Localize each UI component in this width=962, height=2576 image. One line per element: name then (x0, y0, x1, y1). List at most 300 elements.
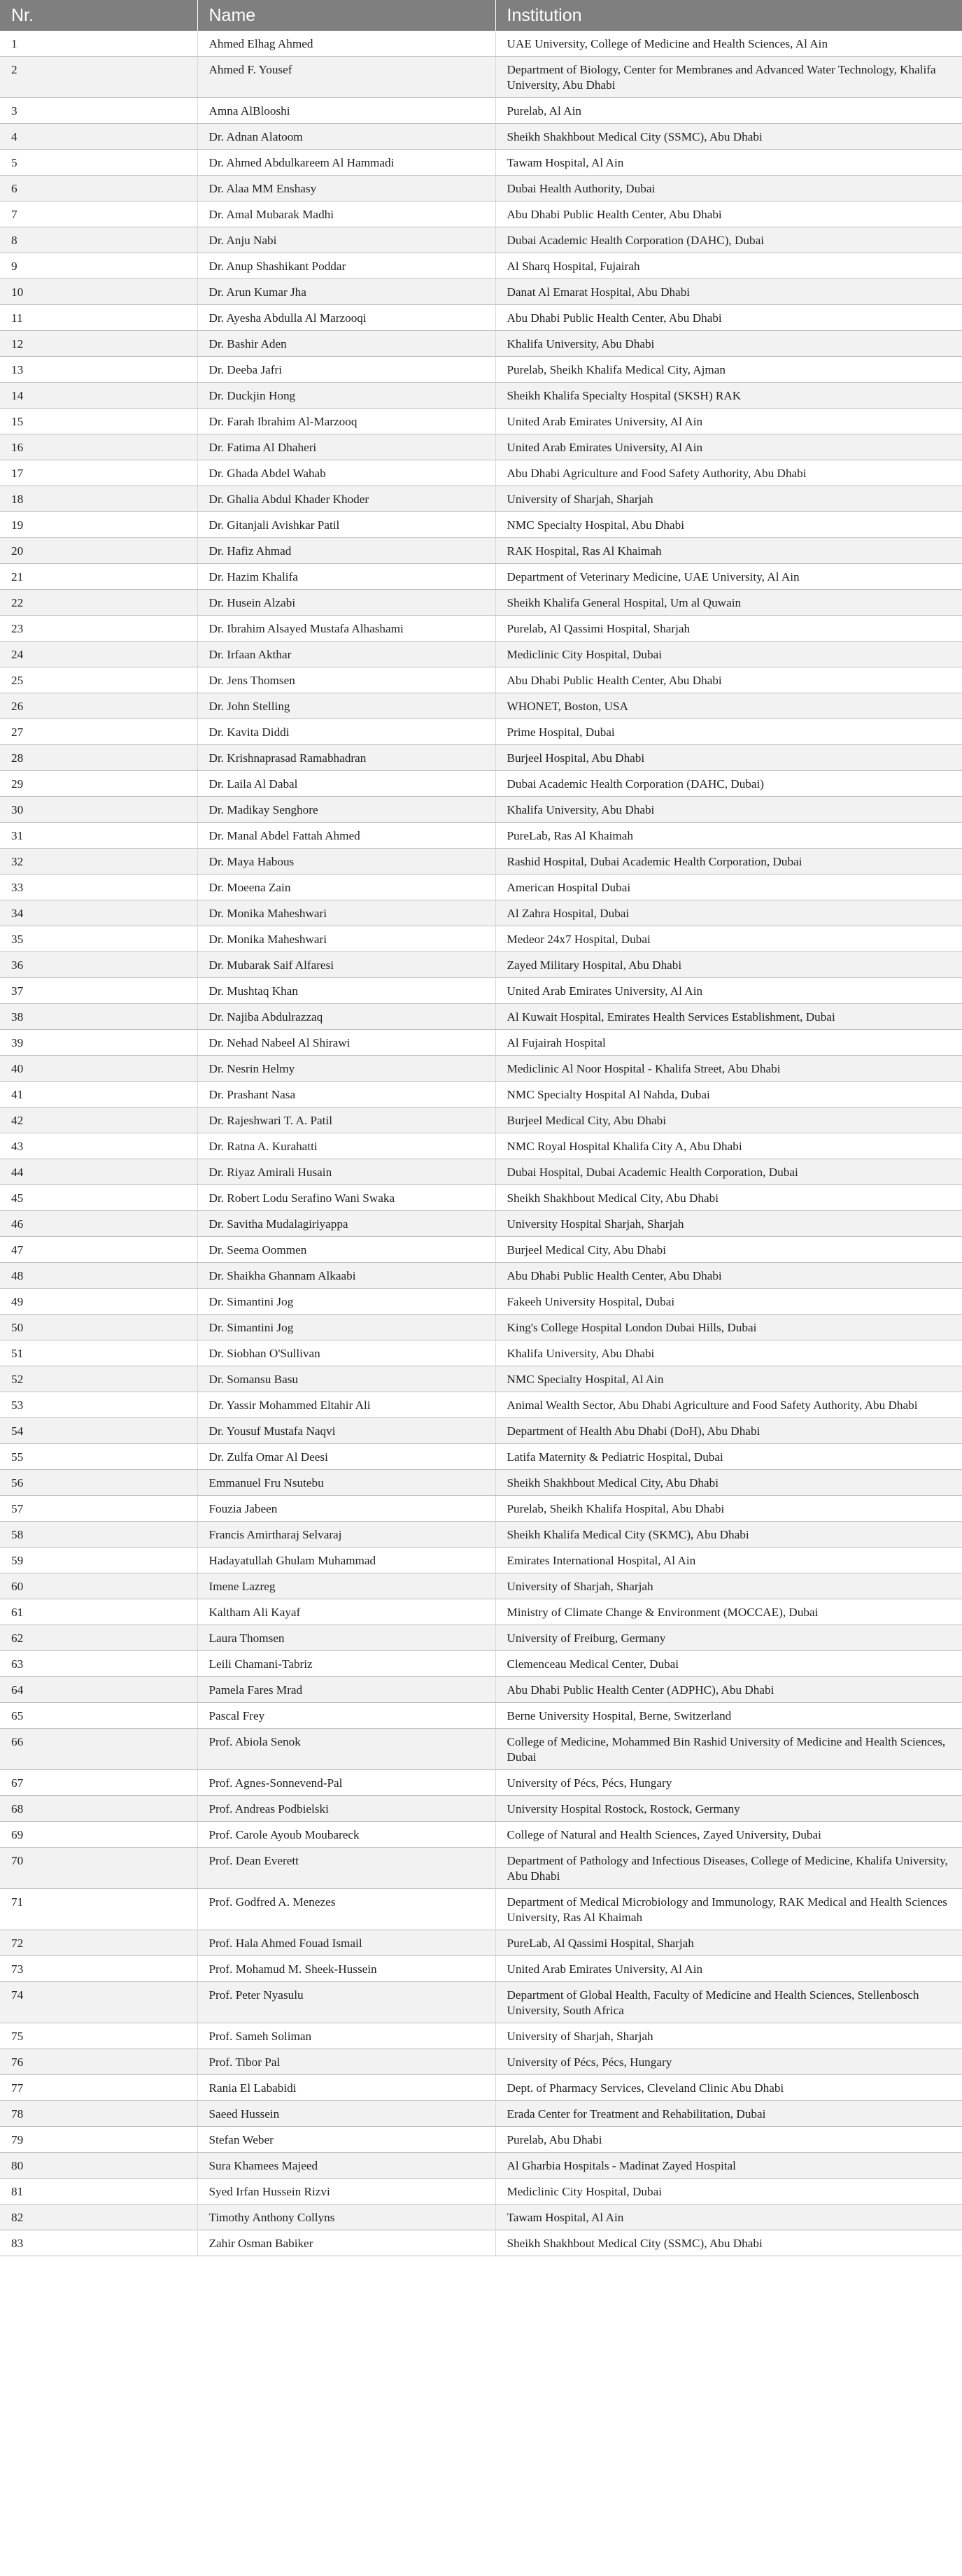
cell-nr: 55 (0, 1444, 197, 1470)
cell-name: Dr. Gitanjali Avishkar Patil (197, 512, 495, 538)
cell-name: Imene Lazreg (197, 1573, 495, 1599)
cell-institution: NMC Specialty Hospital, Al Ain (495, 1366, 962, 1392)
cell-name: Dr. Anup Shashikant Poddar (197, 253, 495, 279)
cell-institution: Purelab, Abu Dhabi (495, 2127, 962, 2153)
cell-name: Dr. Husein Alzabi (197, 590, 495, 616)
cell-nr: 80 (0, 2153, 197, 2179)
cell-nr: 19 (0, 512, 197, 538)
cell-institution: Fakeeh University Hospital, Dubai (495, 1289, 962, 1315)
table-row (0, 305, 962, 331)
cell-nr: 14 (0, 383, 197, 409)
cell-institution: Sheikh Khalifa Medical City (SKMC), Abu Dhabi (495, 1522, 962, 1548)
table-row (0, 253, 962, 279)
header-name: Name (197, 0, 495, 31)
cell-institution: Rashid Hospital, Dubai Academic Health Corporation, Dubai (495, 849, 962, 875)
cell-institution: Department of Biology, Center for Membranes and Advanced Water Technology, Khalifa University, Abu Dhabi (495, 57, 962, 98)
cell-name: Dr. Shaikha Ghannam Alkaabi (197, 1263, 495, 1289)
cell-institution: Abu Dhabi Public Health Center, Abu Dhabi (495, 305, 962, 331)
cell-name: Dr. Adnan Alatoom (197, 124, 495, 150)
table-row (0, 1573, 962, 1599)
table-row (0, 2153, 962, 2179)
cell-institution: NMC Royal Hospital Khalifa City A, Abu Dhabi (495, 1133, 962, 1159)
table-row (0, 1522, 962, 1548)
cell-institution: Dubai Health Authority, Dubai (495, 176, 962, 201)
table-row (0, 201, 962, 227)
cell-institution: Khalifa University, Abu Dhabi (495, 331, 962, 357)
cell-nr: 57 (0, 1496, 197, 1522)
cell-institution: Al Fujairah Hospital (495, 1030, 962, 1056)
table-row (0, 279, 962, 305)
cell-institution: University of Pécs, Pécs, Hungary (495, 2049, 962, 2075)
table-row (0, 1185, 962, 1211)
cell-nr: 32 (0, 849, 197, 875)
cell-name: Dr. Madikay Senghore (197, 797, 495, 823)
cell-nr: 59 (0, 1548, 197, 1573)
table-row (0, 150, 962, 176)
cell-nr: 27 (0, 719, 197, 745)
cell-nr: 66 (0, 1729, 197, 1770)
cell-name: Dr. Hafiz Ahmad (197, 538, 495, 564)
cell-nr: 8 (0, 227, 197, 253)
cell-nr: 12 (0, 331, 197, 357)
cell-institution: Department of Veterinary Medicine, UAE University, Al Ain (495, 564, 962, 590)
cell-institution: Burjeel Hospital, Abu Dhabi (495, 745, 962, 771)
table-row (0, 1470, 962, 1496)
table-row (0, 1496, 962, 1522)
table-row (0, 1889, 962, 1930)
table-row (0, 1930, 962, 1956)
cell-institution: Khalifa University, Abu Dhabi (495, 1340, 962, 1366)
cell-institution: Danat Al Emarat Hospital, Abu Dhabi (495, 279, 962, 305)
cell-institution: Mediclinic City Hospital, Dubai (495, 2179, 962, 2205)
cell-name: Dr. Nesrin Helmy (197, 1056, 495, 1082)
cell-nr: 48 (0, 1263, 197, 1289)
cell-name: Dr. Deeba Jafri (197, 357, 495, 383)
cell-name: Emmanuel Fru Nsutebu (197, 1470, 495, 1496)
cell-nr: 36 (0, 952, 197, 978)
table-row (0, 227, 962, 253)
cell-nr: 4 (0, 124, 197, 150)
cell-institution: United Arab Emirates University, Al Ain (495, 978, 962, 1004)
cell-institution: UAE University, College of Medicine and Health Sciences, Al Ain (495, 31, 962, 57)
table-row (0, 900, 962, 926)
cell-institution: Abu Dhabi Public Health Center, Abu Dhabi (495, 667, 962, 693)
cell-name: Dr. Siobhan O'Sullivan (197, 1340, 495, 1366)
cell-institution: Mediclinic Al Noor Hospital - Khalifa Street, Abu Dhabi (495, 1056, 962, 1082)
cell-name: Dr. Ghada Abdel Wahab (197, 460, 495, 486)
cell-name: Dr. Farah Ibrahim Al-Marzooq (197, 409, 495, 434)
table-row (0, 1133, 962, 1159)
cell-nr: 3 (0, 98, 197, 124)
cell-nr: 56 (0, 1470, 197, 1496)
table-row (0, 1340, 962, 1366)
cell-nr: 67 (0, 1770, 197, 1796)
table-row (0, 1159, 962, 1185)
table-row (0, 1729, 962, 1770)
table-row (0, 2101, 962, 2127)
cell-name: Dr. Kavita Diddi (197, 719, 495, 745)
cell-nr: 30 (0, 797, 197, 823)
table-row (0, 538, 962, 564)
cell-institution: Ministry of Climate Change & Environment (MOCCAE), Dubai (495, 1599, 962, 1625)
table-row (0, 2075, 962, 2101)
table-row (0, 434, 962, 460)
cell-nr: 82 (0, 2205, 197, 2230)
cell-name: Prof. Mohamud M. Sheek-Hussein (197, 1956, 495, 1982)
cell-institution: King's College Hospital London Dubai Hills, Dubai (495, 1315, 962, 1340)
table-row (0, 952, 962, 978)
cell-name: Prof. Carole Ayoub Moubareck (197, 1822, 495, 1848)
table-row (0, 1599, 962, 1625)
cell-name: Pamela Fares Mrad (197, 1677, 495, 1703)
cell-name: Dr. Duckjin Hong (197, 383, 495, 409)
table-row (0, 2127, 962, 2153)
cell-name: Syed Irfan Hussein Rizvi (197, 2179, 495, 2205)
cell-institution: Emirates International Hospital, Al Ain (495, 1548, 962, 1573)
cell-institution: Dubai Academic Health Corporation (DAHC), Dubai (495, 227, 962, 253)
cell-institution: Sheikh Shakhbout Medical City, Abu Dhabi (495, 1185, 962, 1211)
table-row (0, 1315, 962, 1340)
cell-institution: Al Gharbia Hospitals - Madinat Zayed Hospital (495, 2153, 962, 2179)
cell-name: Dr. Jens Thomsen (197, 667, 495, 693)
cell-nr: 61 (0, 1599, 197, 1625)
cell-institution: Abu Dhabi Public Health Center (ADPHC), Abu Dhabi (495, 1677, 962, 1703)
cell-name: Dr. Mubarak Saif Alfaresi (197, 952, 495, 978)
cell-name: Dr. Yousuf Mustafa Naqvi (197, 1418, 495, 1444)
cell-nr: 7 (0, 201, 197, 227)
cell-institution: United Arab Emirates University, Al Ain (495, 1956, 962, 1982)
cell-nr: 63 (0, 1651, 197, 1677)
cell-nr: 72 (0, 1930, 197, 1956)
table-row (0, 1082, 962, 1107)
table-row (0, 357, 962, 383)
cell-nr: 20 (0, 538, 197, 564)
cell-institution: College of Medicine, Mohammed Bin Rashid University of Medicine and Health Sciences, Dubai (495, 1729, 962, 1770)
table-row (0, 2023, 962, 2049)
table-row (0, 176, 962, 201)
cell-nr: 46 (0, 1211, 197, 1237)
cell-name: Dr. Fatima Al Dhaheri (197, 434, 495, 460)
cell-institution: Purelab, Al Qassimi Hospital, Sharjah (495, 616, 962, 642)
cell-name: Prof. Peter Nyasulu (197, 1982, 495, 2023)
cell-institution: Abu Dhabi Public Health Center, Abu Dhabi (495, 1263, 962, 1289)
cell-nr: 17 (0, 460, 197, 486)
cell-name: Saeed Hussein (197, 2101, 495, 2127)
cell-name: Prof. Hala Ahmed Fouad Ismail (197, 1930, 495, 1956)
cell-name: Kaltham Ali Kayaf (197, 1599, 495, 1625)
cell-institution: University Hospital Rostock, Rostock, Germany (495, 1796, 962, 1822)
cell-institution: Department of Health Abu Dhabi (DoH), Abu Dhabi (495, 1418, 962, 1444)
table-row (0, 1848, 962, 1889)
cell-name: Ahmed F. Yousef (197, 57, 495, 98)
cell-institution: University of Sharjah, Sharjah (495, 2023, 962, 2049)
cell-institution: Dubai Academic Health Corporation (DAHC, Dubai) (495, 771, 962, 797)
cell-name: Dr. Ayesha Abdulla Al Marzooqi (197, 305, 495, 331)
table-row (0, 1548, 962, 1573)
table-row (0, 719, 962, 745)
cell-institution: Department of Global Health, Faculty of Medicine and Health Sciences, Stellenbosch University, South Africa (495, 1982, 962, 2023)
cell-nr: 25 (0, 667, 197, 693)
table-row (0, 486, 962, 512)
table-body (0, 31, 962, 2256)
cell-nr: 18 (0, 486, 197, 512)
cell-nr: 5 (0, 150, 197, 176)
cell-institution: Latifa Maternity & Pediatric Hospital, Dubai (495, 1444, 962, 1470)
cell-nr: 70 (0, 1848, 197, 1889)
cell-nr: 29 (0, 771, 197, 797)
cell-name: Dr. John Stelling (197, 693, 495, 719)
cell-nr: 38 (0, 1004, 197, 1030)
cell-institution: United Arab Emirates University, Al Ain (495, 434, 962, 460)
table-row (0, 1770, 962, 1796)
cell-name: Dr. Prashant Nasa (197, 1082, 495, 1107)
table-row (0, 616, 962, 642)
table-row (0, 98, 962, 124)
cell-name: Pascal Frey (197, 1703, 495, 1729)
table-row (0, 1211, 962, 1237)
cell-nr: 33 (0, 875, 197, 900)
table-row (0, 590, 962, 616)
cell-institution: University of Sharjah, Sharjah (495, 1573, 962, 1599)
table-row (0, 797, 962, 823)
cell-name: Prof. Godfred A. Menezes (197, 1889, 495, 1930)
cell-name: Francis Amirtharaj Selvaraj (197, 1522, 495, 1548)
cell-name: Sura Khamees Majeed (197, 2153, 495, 2179)
cell-name: Dr. Najiba Abdulrazzaq (197, 1004, 495, 1030)
table-row (0, 693, 962, 719)
cell-nr: 47 (0, 1237, 197, 1263)
cell-name: Fouzia Jabeen (197, 1496, 495, 1522)
cell-nr: 1 (0, 31, 197, 57)
table-row (0, 1956, 962, 1982)
cell-nr: 23 (0, 616, 197, 642)
cell-nr: 62 (0, 1625, 197, 1651)
cell-name: Dr. Hazim Khalifa (197, 564, 495, 590)
cell-name: Dr. Moeena Zain (197, 875, 495, 900)
table-row (0, 1982, 962, 2023)
table-row (0, 1392, 962, 1418)
cell-name: Dr. Arun Kumar Jha (197, 279, 495, 305)
cell-nr: 64 (0, 1677, 197, 1703)
cell-nr: 77 (0, 2075, 197, 2101)
cell-nr: 75 (0, 2023, 197, 2049)
cell-name: Dr. Ratna A. Kurahatti (197, 1133, 495, 1159)
cell-nr: 43 (0, 1133, 197, 1159)
cell-institution: Medeor 24x7 Hospital, Dubai (495, 926, 962, 952)
cell-nr: 21 (0, 564, 197, 590)
cell-name: Stefan Weber (197, 2127, 495, 2153)
table-row (0, 771, 962, 797)
table-row (0, 849, 962, 875)
cell-name: Dr. Nehad Nabeel Al Shirawi (197, 1030, 495, 1056)
cell-name: Hadayatullah Ghulam Muhammad (197, 1548, 495, 1573)
cell-nr: 13 (0, 357, 197, 383)
cell-nr: 79 (0, 2127, 197, 2153)
cell-institution: University of Sharjah, Sharjah (495, 486, 962, 512)
cell-institution: NMC Specialty Hospital Al Nahda, Dubai (495, 1082, 962, 1107)
table-header (0, 0, 962, 31)
table-row (0, 823, 962, 849)
cell-institution: RAK Hospital, Ras Al Khaimah (495, 538, 962, 564)
cell-institution: Erada Center for Treatment and Rehabilitation, Dubai (495, 2101, 962, 2127)
cell-name: Dr. Amal Mubarak Madhi (197, 201, 495, 227)
cell-nr: 34 (0, 900, 197, 926)
header-institution: Institution (495, 0, 962, 31)
cell-nr: 51 (0, 1340, 197, 1366)
cell-name: Dr. Seema Oommen (197, 1237, 495, 1263)
cell-nr: 31 (0, 823, 197, 849)
cell-name: Dr. Alaa MM Enshasy (197, 176, 495, 201)
cell-name: Dr. Mushtaq Khan (197, 978, 495, 1004)
table-row (0, 1418, 962, 1444)
table-row (0, 409, 962, 434)
cell-name: Dr. Simantini Jog (197, 1315, 495, 1340)
cell-name: Dr. Ibrahim Alsayed Mustafa Alhashami (197, 616, 495, 642)
cell-nr: 2 (0, 57, 197, 98)
cell-institution: Burjeel Medical City, Abu Dhabi (495, 1107, 962, 1133)
cell-institution: Zayed Military Hospital, Abu Dhabi (495, 952, 962, 978)
table-row (0, 926, 962, 952)
cell-nr: 28 (0, 745, 197, 771)
cell-institution: Khalifa University, Abu Dhabi (495, 797, 962, 823)
cell-name: Dr. Somansu Basu (197, 1366, 495, 1392)
table-row (0, 460, 962, 486)
cell-nr: 81 (0, 2179, 197, 2205)
cell-institution: Al Kuwait Hospital, Emirates Health Services Establishment, Dubai (495, 1004, 962, 1030)
table-row (0, 667, 962, 693)
table-row (0, 642, 962, 667)
cell-institution: Sheikh Shakhbout Medical City (SSMC), Abu Dhabi (495, 2230, 962, 2256)
cell-institution: Burjeel Medical City, Abu Dhabi (495, 1237, 962, 1263)
table-row (0, 1263, 962, 1289)
table-row (0, 1625, 962, 1651)
cell-institution: Mediclinic City Hospital, Dubai (495, 642, 962, 667)
cell-institution: American Hospital Dubai (495, 875, 962, 900)
cell-name: Prof. Tibor Pal (197, 2049, 495, 2075)
cell-institution: Sheikh Shakhbout Medical City, Abu Dhabi (495, 1470, 962, 1496)
cell-nr: 60 (0, 1573, 197, 1599)
cell-name: Prof. Abiola Senok (197, 1729, 495, 1770)
cell-institution: PureLab, Al Qassimi Hospital, Sharjah (495, 1930, 962, 1956)
cell-name: Rania El Lababidi (197, 2075, 495, 2101)
table-row (0, 331, 962, 357)
cell-name: Prof. Dean Everett (197, 1848, 495, 1889)
cell-name: Dr. Savitha Mudalagiriyappa (197, 1211, 495, 1237)
cell-name: Dr. Rajeshwari T. A. Patil (197, 1107, 495, 1133)
table-row (0, 57, 962, 98)
cell-nr: 22 (0, 590, 197, 616)
table-row (0, 1289, 962, 1315)
cell-name: Dr. Monika Maheshwari (197, 900, 495, 926)
cell-institution: Al Sharq Hospital, Fujairah (495, 253, 962, 279)
cell-institution: WHONET, Boston, USA (495, 693, 962, 719)
cell-nr: 52 (0, 1366, 197, 1392)
table-row (0, 512, 962, 538)
cell-nr: 71 (0, 1889, 197, 1930)
cell-nr: 40 (0, 1056, 197, 1082)
cell-nr: 68 (0, 1796, 197, 1822)
table-row (0, 1056, 962, 1082)
table-row (0, 31, 962, 57)
cell-nr: 73 (0, 1956, 197, 1982)
table-row (0, 2179, 962, 2205)
cell-institution: NMC Specialty Hospital, Abu Dhabi (495, 512, 962, 538)
cell-name: Dr. Bashir Aden (197, 331, 495, 357)
cell-name: Zahir Osman Babiker (197, 2230, 495, 2256)
cell-name: Prof. Agnes-Sonnevend-Pal (197, 1770, 495, 1796)
table-row (0, 1703, 962, 1729)
table-row (0, 745, 962, 771)
cell-name: Dr. Manal Abdel Fattah Ahmed (197, 823, 495, 849)
table-row (0, 978, 962, 1004)
cell-nr: 65 (0, 1703, 197, 1729)
cell-nr: 35 (0, 926, 197, 952)
table-row (0, 383, 962, 409)
cell-nr: 24 (0, 642, 197, 667)
cell-name: Laura Thomsen (197, 1625, 495, 1651)
cell-institution: Abu Dhabi Public Health Center, Abu Dhabi (495, 201, 962, 227)
cell-institution: Dept. of Pharmacy Services, Cleveland Clinic Abu Dhabi (495, 2075, 962, 2101)
cell-name: Dr. Simantini Jog (197, 1289, 495, 1315)
cell-institution: Sheikh Khalifa General Hospital, Um al Quwain (495, 590, 962, 616)
cell-institution: United Arab Emirates University, Al Ain (495, 409, 962, 434)
cell-nr: 42 (0, 1107, 197, 1133)
table-row (0, 1677, 962, 1703)
cell-institution: Department of Pathology and Infectious Diseases, College of Medicine, Khalifa University, Abu Dhabi (495, 1848, 962, 1889)
cell-nr: 74 (0, 1982, 197, 2023)
cell-institution: Dubai Hospital, Dubai Academic Health Corporation, Dubai (495, 1159, 962, 1185)
cell-institution: Berne University Hospital, Berne, Switzerland (495, 1703, 962, 1729)
cell-institution: Purelab, Sheikh Khalifa Hospital, Abu Dhabi (495, 1496, 962, 1522)
cell-nr: 49 (0, 1289, 197, 1315)
table-row (0, 1107, 962, 1133)
cell-nr: 78 (0, 2101, 197, 2127)
cell-institution: Prime Hospital, Dubai (495, 719, 962, 745)
cell-name: Dr. Maya Habous (197, 849, 495, 875)
cell-institution: Purelab, Sheikh Khalifa Medical City, Ajman (495, 357, 962, 383)
table-row (0, 1822, 962, 1848)
cell-nr: 6 (0, 176, 197, 201)
cell-nr: 45 (0, 1185, 197, 1211)
table-row (0, 1004, 962, 1030)
cell-nr: 54 (0, 1418, 197, 1444)
cell-institution: Al Zahra Hospital, Dubai (495, 900, 962, 926)
cell-name: Timothy Anthony Collyns (197, 2205, 495, 2230)
cell-institution: Animal Wealth Sector, Abu Dhabi Agriculture and Food Safety Authority, Abu Dhabi (495, 1392, 962, 1418)
cell-name: Dr. Yassir Mohammed Eltahir Ali (197, 1392, 495, 1418)
cell-name: Prof. Sameh Soliman (197, 2023, 495, 2049)
cell-nr: 9 (0, 253, 197, 279)
cell-name: Dr. Krishnaprasad Ramabhadran (197, 745, 495, 771)
cell-nr: 83 (0, 2230, 197, 2256)
header-nr: Nr. (0, 0, 197, 31)
table-row (0, 124, 962, 150)
table-row (0, 1237, 962, 1263)
cell-name: Dr. Ahmed Abdulkareem Al Hammadi (197, 150, 495, 176)
cell-institution: University of Freiburg, Germany (495, 1625, 962, 1651)
table-row (0, 1651, 962, 1677)
header-row (0, 0, 962, 31)
table-row (0, 2230, 962, 2256)
table-row (0, 2049, 962, 2075)
cell-institution: Abu Dhabi Agriculture and Food Safety Authority, Abu Dhabi (495, 460, 962, 486)
cell-name: Prof. Andreas Podbielski (197, 1796, 495, 1822)
cell-institution: Purelab, Al Ain (495, 98, 962, 124)
cell-nr: 15 (0, 409, 197, 434)
table-row (0, 1366, 962, 1392)
cell-institution: Clemenceau Medical Center, Dubai (495, 1651, 962, 1677)
cell-institution: PureLab, Ras Al Khaimah (495, 823, 962, 849)
